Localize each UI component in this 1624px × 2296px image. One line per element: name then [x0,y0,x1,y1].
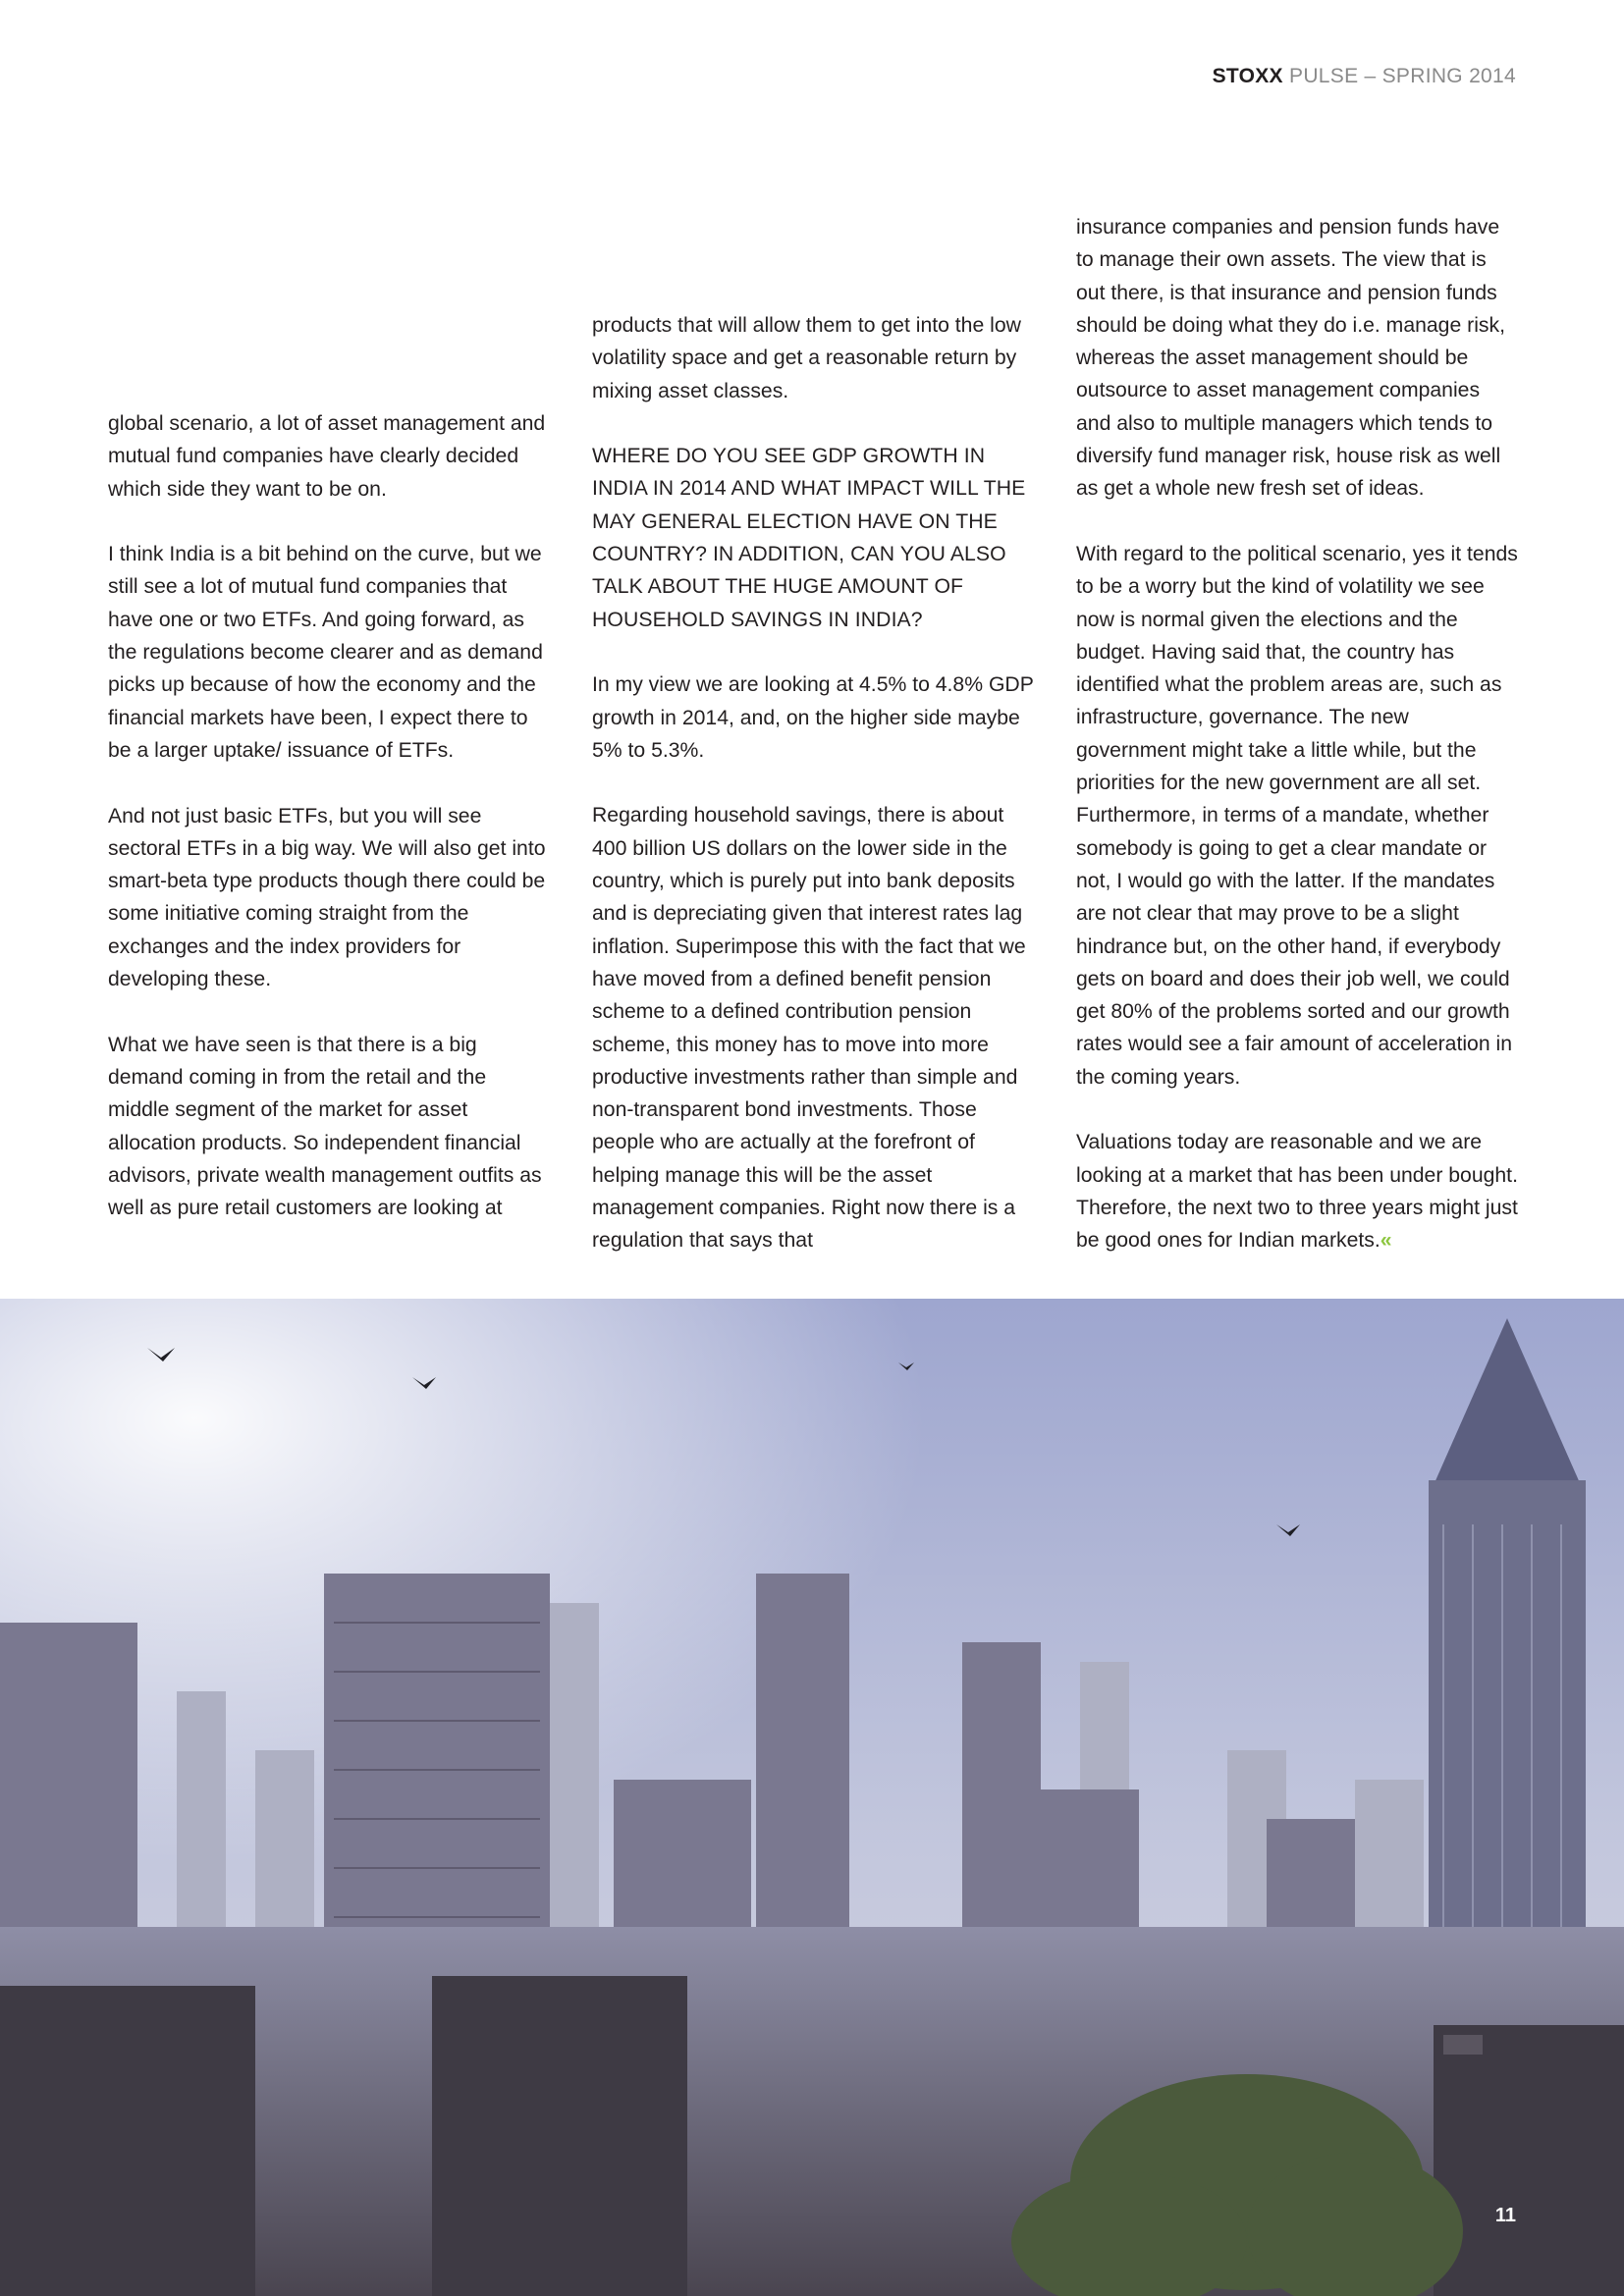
page-number: 11 [1494,2205,1516,2226]
end-of-article-mark: « [1380,1229,1392,1253]
paragraph: And not just basic ETFs, but you will see sectoral ETFs in a big way. We will also get into smart-beta type products though there could be some initiative coming straight from the exchanges and the index providers for developing these. [108,804,546,991]
mumbai-skyline-photo [0,1299,1624,2296]
paragraph: I think India is a bit behind on the curve, but we still see a lot of mutual fund companies that have one or two ETFs. And going forward, as the regulations become clearer and as demand picks up because of how the economy and the financial markets have been, I expect there to be a larger uptake/ issuance of ETFs. [108,543,543,762]
column-2 [592,309,1034,1257]
header-brand: STOXX [1212,65,1283,87]
paragraph: What we have seen is that there is a big demand coming in from the retail and the middle segment of the market for asset allocation products. So independent financial advisors, private wealth management outfits as well as pure retail customers are looking at [108,1033,542,1220]
paragraph: products that will allow them to get into the low volatility space and get a reasonable return by mixing asset classes. [592,314,1021,402]
header-title: PULSE – SPRING 2014 [1289,65,1516,87]
paragraph: In my view we are looking at 4.5% to 4.8% GDP growth in 2014, and, on the higher side maybe 5% to 5.3%. [592,673,1034,762]
column-3 [1076,211,1518,1257]
running-head [1213,65,1516,88]
paragraph: global scenario, a lot of asset management and mutual fund companies have clearly decided which side they want to be on. [108,412,546,501]
closing-paragraph [1076,1126,1518,1256]
column-1 [108,407,550,1224]
paragraph: With regard to the political scenario, yes it tends to be a worry but the kind of volatility we see now is normal given the elections and the budget. Having said that, the country has identified what the problem areas are, such as infrastructure, governance. The new government might take a little while, but the priorities for the new government are all set. Furthermore, in terms of a mandate, whether somebody is going to get a clear mandate or not, I would go with the latter. If the mandates are not clear that may prove to be a slight hindrance but, on the other hand, if everybody gets on board and does their job well, we could get 80% of the problems sorted and our growth rates would see a fair amount of acceleration in the coming years. [1076,542,1518,1089]
paragraph: Regarding household savings, there is about 400 billion US dollars on the lower side in the country, which is purely put into bank deposits and is depreciating given that interest rates lag inflation. Superimpose this with the fact that we have moved from a defined benefit pension scheme to a defined contribution pension scheme, this money has to move into more productive investments rather than simple and non-transparent bond investments. Those people who are actually at the forefront of helping manage this will be the asset management companies. Right now there is a regulation that says that [592,804,1026,1253]
interview-question: WHERE DO YOU SEE GDP GROWTH IN INDIA IN 2014 AND WHAT IMPACT WILL THE MAY GENERAL ELECTION HAVE ON THE COUNTRY? IN ADDITION, CAN YOU ALSO TALK ABOUT THE HUGE AMOUNT OF HOUSEHOLD SAVINGS IN INDIA? [592,445,1026,631]
paragraph-text: Valuations today are reasonable and we are looking at a market that has been under bought. Therefore, the next two to three years might just be good ones for Indian markets. [1076,1131,1518,1253]
paragraph: insurance companies and pension funds have to manage their own assets. The view that is out there, is that insurance and pension funds should be doing what they do i.e. manage risk, whereas the asset management should be outsource to asset management companies and also to multiple managers which tends to diversify fund manager risk, house risk as well as get a whole new fresh set of ideas. [1076,216,1505,501]
